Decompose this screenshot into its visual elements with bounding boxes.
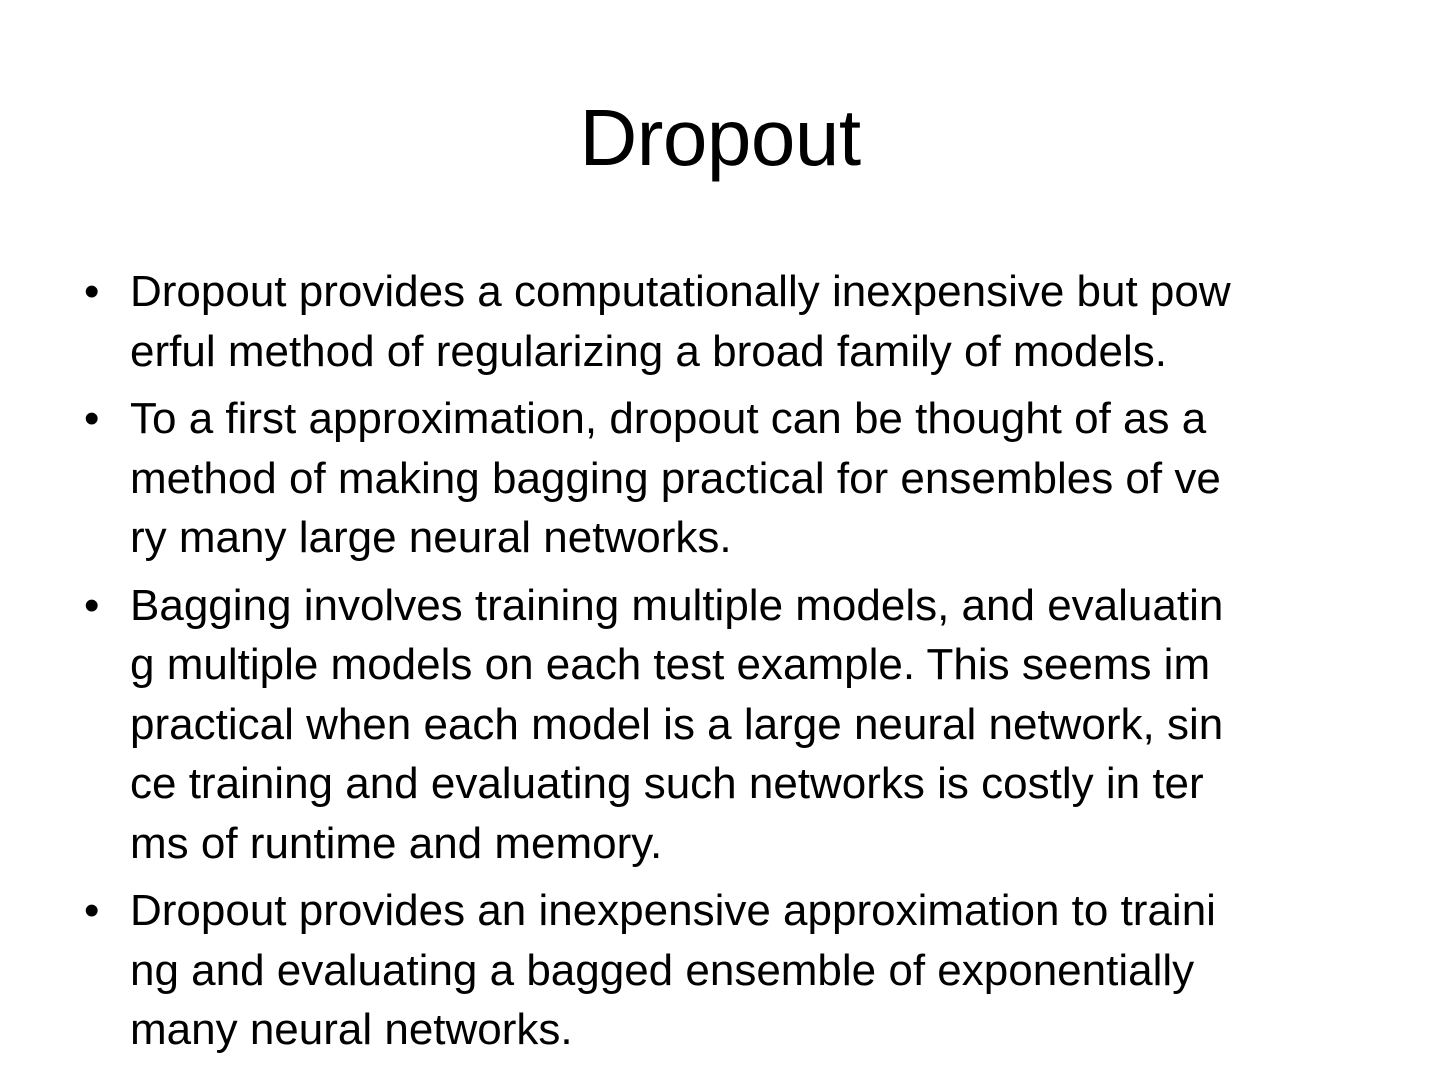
bullet-icon: • — [84, 394, 100, 443]
bullet-icon: • — [84, 580, 100, 630]
bullet-text-line: ce training and evaluating such networks is costly in ter — [130, 759, 1204, 808]
bullet-text-line: Dropout provides a computationally inexpensive but pow — [130, 267, 1231, 316]
bullet-text-line: g multiple models on each test example. This seems im — [130, 640, 1211, 689]
bullet-text-line: ms of runtime and memory. — [130, 818, 663, 868]
bullet-item — [0, 389, 1440, 568]
bullet-text-line: To a first approximation, dropout can be thought of as a — [130, 394, 1207, 443]
bullet-text-line: ry many large neural networks. — [130, 513, 732, 562]
bullet-item — [0, 881, 1440, 1060]
bullet-text-line: erful method of regularizing a broad family of models. — [130, 326, 1167, 376]
bullet-text-line: ng and evaluating a bagged ensemble of exponentially — [130, 945, 1195, 995]
bullet-icon: • — [84, 886, 100, 935]
bullet-icon: • — [84, 267, 100, 316]
bullet-item — [0, 262, 1440, 381]
bullet-text-line: practical when each model is a large neural network, sin — [130, 699, 1224, 749]
bullet-text-line: Bagging involves training multiple models, and evaluatin — [130, 580, 1224, 630]
slide-title: Dropout — [579, 93, 861, 182]
bullet-text-line: method of making bagging practical for ensembles of ve — [130, 453, 1221, 503]
bullet-item — [0, 576, 1440, 874]
bullet-list — [0, 262, 1440, 1068]
bullet-text-line: many neural networks. — [130, 1005, 573, 1054]
bullet-text-line: Dropout provides an inexpensive approximation to traini — [130, 886, 1216, 935]
